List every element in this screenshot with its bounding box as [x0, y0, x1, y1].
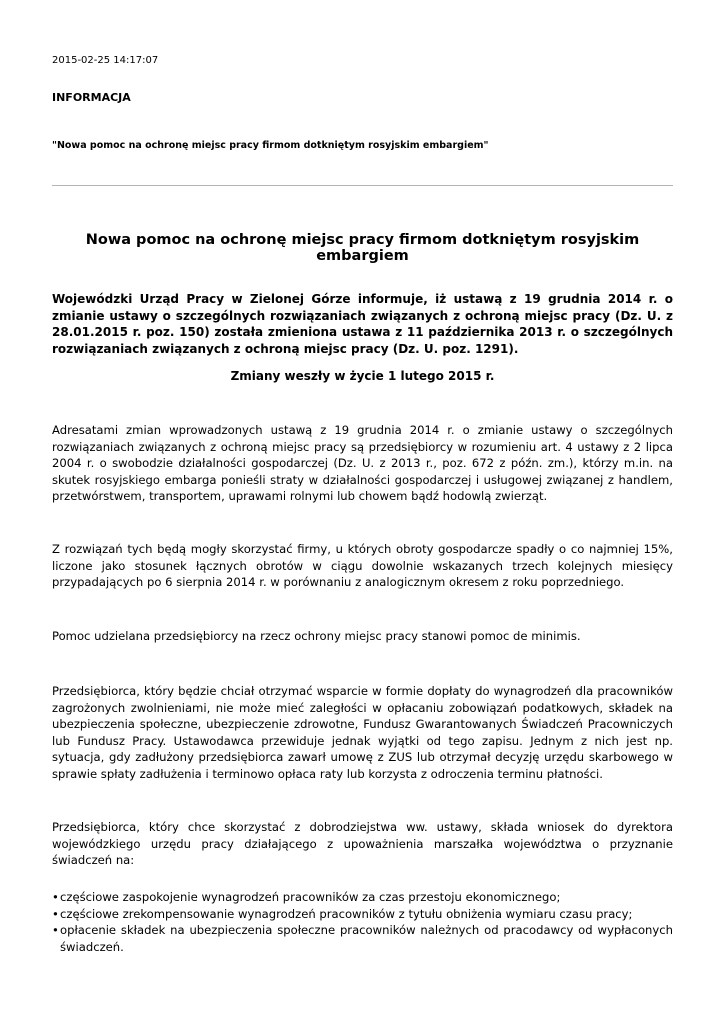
paragraph-de-minimis: Pomoc udzielana przedsiębiorcy na rzecz ochrony miejsc pracy stanowi pomoc de minimis.: [52, 629, 581, 643]
paragraph-addressees: Adresatami zmian wprowadzonych ustawą z 19 grudnia 2014 r. o zmianie ustawy o szczególnych rozwiązaniach związanych z ochroną miejsc pracy są przedsiębiorcy w rozumieniu art. 4 ustawy z 2 lipca 2004 r. o swobodzie działalności gospodarczej (Dz. U. z 2013 r., poz. 672 z późn. zm.), którzy m.in. na skutek rosyjskiego embarga ponieśli straty w działalności gospodarczej i usługowej związanej z handlem, przetwórstwem, transportem, uprawami rolnymi lub chowem bądź hodowlą zwierząt.: [52, 423, 673, 503]
benefits-list: [52, 889, 673, 955]
document-subtitle: "Nowa pomoc na ochronę miejsc pracy firmom dotkniętym rosyjskim embargiem": [52, 140, 489, 151]
bullet-icon: •: [52, 923, 59, 937]
list-item-text: opłacenie składek na ubezpieczenia społeczne pracowników należnych od pracodawcy od wypłaconych świadczeń.: [60, 923, 673, 954]
timestamp: 2015-02-25 14:17:07: [52, 55, 159, 66]
divider: [52, 185, 673, 186]
list-item-text: częściowe zaspokojenie wynagrodzeń pracowników za czas przestoju ekonomicznego;: [60, 890, 561, 904]
intro-paragraph: Wojewódzki Urząd Pracy w Zielonej Górze informuje, iż ustawą z 19 grudnia 2014 r. o zmianie ustawy o szczególnych rozwiązaniach związanych z ochroną miejsc pracy (Dz. U. z 28.01.2015 r. poz. 150) została zmieniona ustawa z 11 października 2013 r. o szczególnych rozwiązaniach związanych z ochroną miejsc pracy (Dz. U. poz. 1291).: [52, 292, 673, 356]
list-item: [52, 922, 673, 955]
info-label: INFORMACJA: [52, 91, 131, 104]
bullet-icon: •: [52, 906, 59, 921]
effective-date-note: Zmiany weszły w życie 1 lutego 2015 r.: [230, 369, 495, 383]
bullet-icon: •: [52, 890, 59, 904]
paragraph-eligibility: Z rozwiązań tych będą mogły skorzystać firmy, u których obroty gospodarcze spadły o co najmniej 15%, liczone jako stosunek łącznych obrotów w ciągu dowolnie wskazanych trzech kolejnych miesięcy przypadających po 6 sierpnia 2014 r. w porównaniu z analogicznym okresem z roku poprzedniego.: [52, 542, 673, 589]
list-item: [52, 889, 673, 906]
paragraph-arrears: Przedsiębiorca, który będzie chciał otrzymać wsparcie w formie dopłaty do wynagrodzeń dla pracowników zagrożonych zwolnieniami, nie może mieć zaległości w opłacaniu zobowiązań podatkowych, składek na ubezpieczenia społeczne, ubezpieczenie zdrowotne, Fundusz Gwarantowanych Świadczeń Pracowniczych lub Fundusz Pracy. Ustawodawca przewiduje jednak wyjątki od tego zapisu. Jednym z nich jest np. sytuacja, gdy zadłużony przedsiębiorca zawarł umowę z ZUS lub otrzymał decyzję urzędu skarbowego w sprawie spłaty zadłużenia i terminowo opłaca raty lub korzysta z odroczenia terminu płatności.: [52, 684, 673, 781]
list-item-text: częściowe zrekompensowanie wynagrodzeń pracowników z tytułu obniżenia wymiaru czasu pracy;: [60, 906, 633, 921]
list-item: [52, 906, 673, 923]
article-title: Nowa pomoc na ochronę miejsc pracy firmom dotkniętym rosyjskim embargiem: [85, 232, 640, 264]
paragraph-application: Przedsiębiorca, który chce skorzystać z dobrodziejstwa ww. ustawy, składa wniosek do dyrektora wojewódzkiego urzędu pracy działającego z upoważnienia marszałka województwa o przyznanie świadczeń na:: [52, 820, 673, 867]
